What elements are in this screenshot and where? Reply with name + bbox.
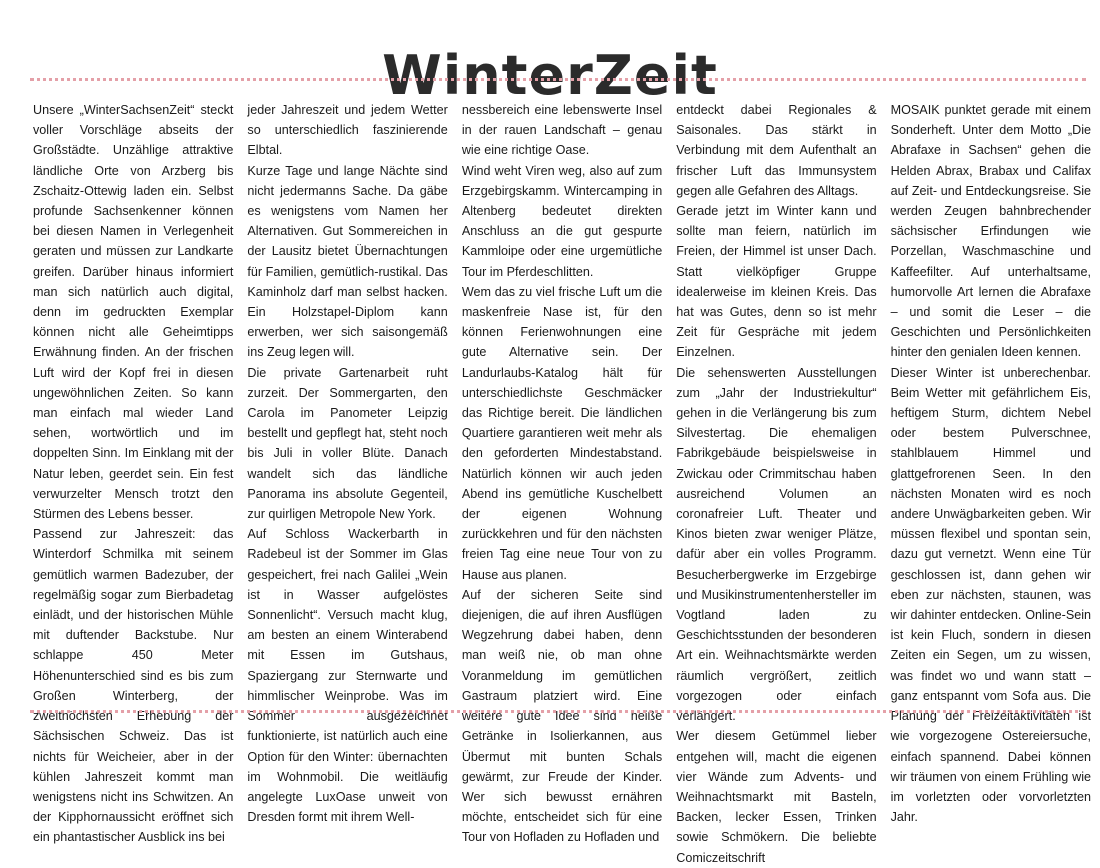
text-column-2 [247, 100, 448, 825]
text-column-3 [461, 100, 663, 845]
dotted-divider-top [30, 78, 1086, 81]
text-column-1 [33, 100, 234, 845]
paragraph: MOSAIK punktet gerade mit einem Sonderheft. Unter dem Motto „Die Abrafaxe in Sachsen“ gehen die Helden Abrax, Brabax und Califax auf Zeit- und Entdeckungsreise. Sie werden Zeugen bahnbrechender sächsischer Erfindungen wie Porzellan, Waschmaschine und Kaffeefilter. Auf unterhaltsame, humorvolle Art lernen die Abrafaxe – und somit die Leser – die Geschichten und Persönlichkeiten hinter den genialen Ideen kennen. [890, 103, 1092, 360]
paragraph: Dieser Winter ist unberechenbar. Beim Wetter mit gefährlichem Eis, heftigem Sturm, dichtem Nebel oder bestem Pulverschnee, stahlblauem Himmel und glattgefrorenen Seen. In den nächsten Monaten wird es noch andere Unwägbarkeiten geben. Wir müssen flexibel und spontan sein, dazu gut vernetzt. Wenn eine Tür geschlossen ist, dann gehen wir eben zur nächsten, staunen, was wir dahinter entdecken. Online-Sein ist kein Fluch, sondern in diesen Zeiten ein Segen, um zu wissen, was findet wo und wann statt – ganz entspannt vom Sofa aus. Die Planung der Freizeitaktivitäten ist wie vorgezogene Ostereiersuche, einfach spannend. Dabei können wir träumen von einem Frühling wie im vorletzten oder vorvorletzten Jahr. [890, 365, 1092, 825]
paragraph: Die private Gartenarbeit ruht zurzeit. Der Sommergarten, den Carola im Panometer Leipzig bestellt und gepflegt hat, steht noch bis Juli in voller Blüte. Danach wandelt sich das ländliche Panorama ins absolute Gegenteil, zur quirligen Metropole New York. [247, 365, 448, 522]
paragraph: nessbereich eine lebenswerte Insel in der rauen Landschaft – genau wie eine richtige Oase. [461, 103, 663, 158]
dotted-divider-bottom [30, 710, 1086, 713]
paragraph: entdeckt dabei Regionales & Saisonales. Das stärkt in Verbindung mit dem Aufenthalt an frischer Luft das Immunsystem gegen alle Gefahren des Alltags. [676, 103, 877, 198]
paragraph: Gerade jetzt im Winter kann und sollte man feiern, natürlich im Freien, der Himmel ist unser Dach. Statt vielköpfiger Gruppe idealerweise im kleinen Kreis. Das hat was Gutes, denn so ist mehr Zeit für Gespräche mit jedem Einzelnen. [676, 204, 877, 360]
paragraph: Unsere „WinterSachsenZeit“ steckt voller Vorschläge abseits der Großstädte. Unzählige attraktive ländliche Orte von Arzberg bis Zschaitz-Ottewig laden ein. Selbst profunde Sachsenkenner können bei diesen Namen in Verlegenheit geraten und müssen zur Landkarte greifen. Darüber hinaus informiert man sich natürlich auch digital, denn im gedruckten Exemplar können nicht alle Geheimtipps Erwähnung finden. An der frischen Luft wird der Kopf frei in diesen ungewöhnlichen Zeiten. So kann man einfach mal wieder Land sehen, wortwörtlich und im doppelten Sinn. Im Einklang mit der Natur leben, geerdet sein. Ein fest verwurzelter Mensch trotzt den Stürmen des Lebens besser. [33, 103, 234, 522]
paragraph: jeder Jahreszeit und jedem Wetter so unterschiedlich faszinierende Elbtal. [247, 103, 448, 158]
paragraph: Auf Schloss Wackerbarth in Radebeul ist der Sommer im Glas gespeichert, frei nach Galilei „Wein ist in Wasser aufgelöstes Sonnenlicht“. Versuch macht klug, am besten an einem Winterabend mit Essen im Gutshaus, Spaziergang zur Sternwarte und himmlischer Weinprobe. Was im Sommer ausgezeichnet funktionierte, ist natürlich auch eine Option für den Winter: übernachten im Wohnmobil. Die weitläufig angelegte LuxOase unweit von Dresden formt mit ihrem Well- [247, 527, 448, 825]
paragraph: Wem das zu viel frische Luft um die maskenfreie Nase ist, für den können Ferienwohnungen eine gute Alternative sein. Der Landurlaubs-Katalog hält für unterschiedlichste Geschmäcker das Richtige bereit. Die ländlichen Quartiere garantieren weit mehr als den geforderten Mindestabstand. Natürlich können wir auch jeden Abend ins gemütliche Kuschelbett der eigenen Wohnung zurückkehren und für den nächsten freien Tag eine neue Tour von zu Hause aus planen. [461, 284, 663, 582]
paragraph: Kurze Tage und lange Nächte sind nicht jedermanns Sache. Da gäbe es wenigstens vom Namen her Alternativen. Gut Sommereichen in der Lausitz bietet Übernachtungen für Familien, gemütlich-rustikal. Das Kaminholz darf man selbst hacken. Ein Holzstapel-Diplom kann erwerben, wer sich saisongemäß ins Zeug legen will. [247, 163, 448, 360]
article-columns [33, 100, 1092, 865]
text-column-5 [890, 100, 1092, 825]
article-title: WinterZeit [382, 44, 718, 108]
paragraph: Auf der sicheren Seite sind diejenigen, die auf ihren Ausflügen Wegzehrung dabei haben, denn man weiß nie, ob man ohne Voranmeldung im gemütlichen Gastraum platziert wird. Eine weitere gute Idee sind heiße Getränke in Isolierkannen, aus Übermut mit bunten Schals gewärmt, zur Freude der Kinder. Wer sich bewusst ernähren möchte, entscheidet sich für eine Tour von Hofladen zu Hofladen und [461, 587, 663, 845]
paragraph: Wer diesem Getümmel lieber entgehen will, macht die eigenen vier Wände zum Advents- und Weihnachtsmarkt mit Basteln, Backen, lecker Essen, Trinken sowie Schmökern. Die beliebte Comiczeitschrift [676, 729, 877, 865]
paragraph: Wind weht Viren weg, also auf zum Erzgebirgskamm. Wintercamping in Altenberg bedeutet direkten Anschluss an die gut gespurte Kammloipe oder eine urgemütliche Tour im Pferdeschlitten. [461, 163, 663, 279]
paragraph: Die sehenswerten Ausstellungen zum „Jahr der Industriekultur“ gehen in die Verlängerung bis zum Silvestertag. Die ehemaligen Fabrikgebäude beispielsweise in Zwickau oder Crimmitschau haben ausreichend Volumen an coronafreier Luft. Theater und Kinos bieten zwar weniger Plätze, dafür aber ein volles Programm. Besucherbergwerke im Erzgebirge und Musikinstrumentenhersteller im Vogtland laden zu Geschichtsstunden der besonderen Art ein. Weihnachtsmärkte werden räumlich vergrößert, zeitlich vorgezogen oder einfach verlängert. [676, 365, 877, 724]
text-column-4 [676, 100, 877, 865]
paragraph: Passend zur Jahreszeit: das Winterdorf Schmilka mit seinem gemütlich warmen Badezuber, der regelmäßig sogar zum Bierbadetag einlädt, und der historischen Mühle mit duftender Backstube. Nur schlappe 450 Meter Höhenunterschied sind es bis zum Großen Winterberg, der zweithöchsten Erhebung der Sächsischen Schweiz. Das ist nichts für Weicheier, aber in der kühlen Jahreszeit kommt man wenigstens nicht ins Schwitzen. An der Kipphornaussicht eröffnet sich ein phantastischer Ausblick ins bei [33, 527, 234, 845]
